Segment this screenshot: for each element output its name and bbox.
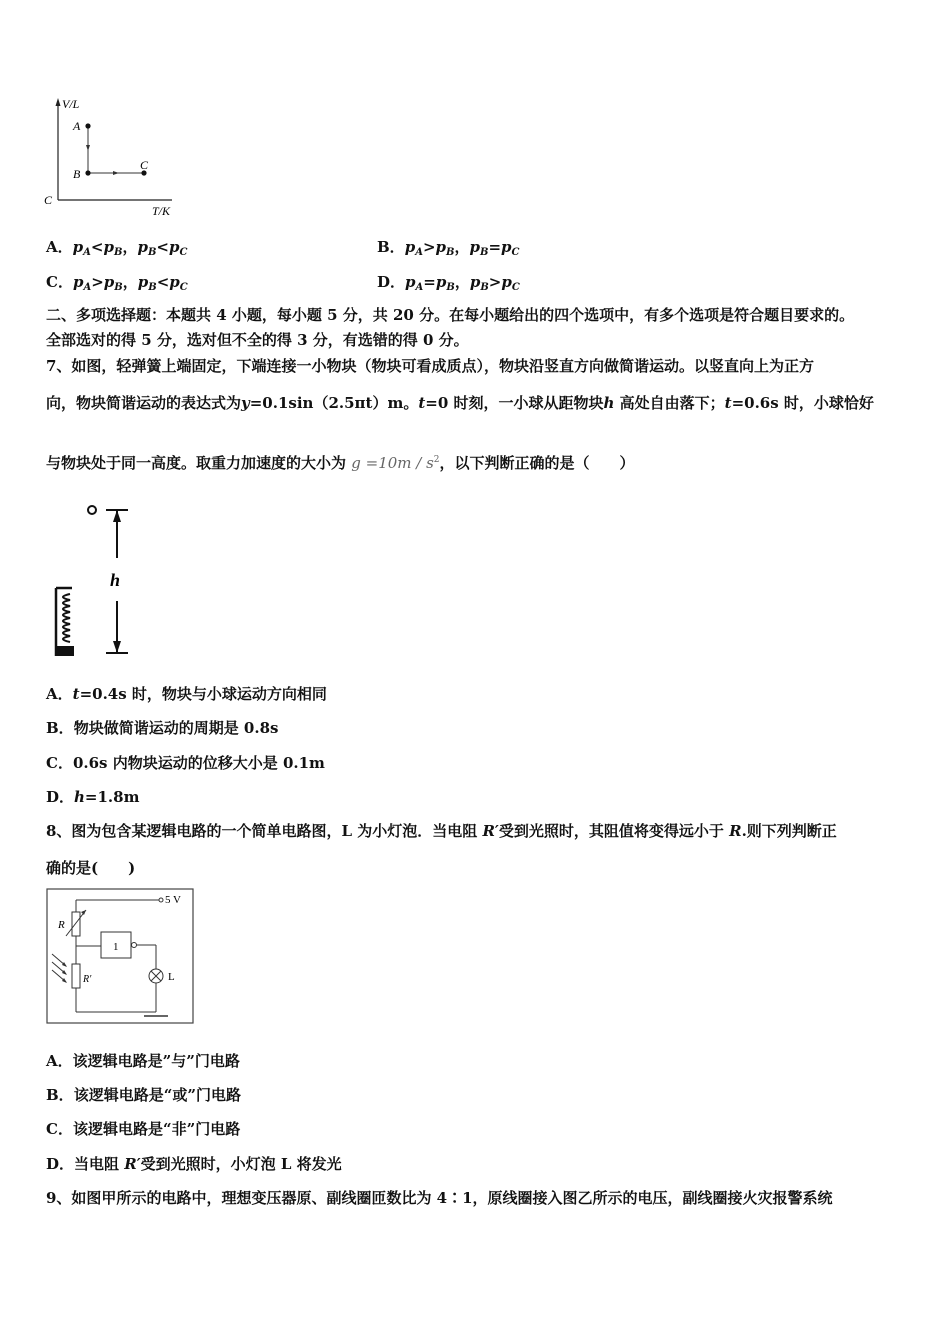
option-text: 受到光照时，小灯泡 L 将发光: [140, 1155, 342, 1173]
subscript: B: [147, 247, 157, 258]
subscript: C: [179, 282, 188, 293]
p-var: p: [168, 238, 180, 256]
q6-option-c[interactable]: [46, 271, 188, 293]
g-formula: [351, 454, 439, 472]
p-var: p: [469, 238, 480, 256]
option-text: =0.4s 时，物块与小球运动方向相同: [79, 685, 327, 703]
spring: [56, 588, 74, 656]
p-var: p: [435, 273, 447, 291]
subscript: A: [83, 282, 92, 293]
q6-option-b[interactable]: [377, 236, 520, 258]
light-arrows: [52, 954, 67, 983]
var-r: R: [729, 822, 742, 840]
origin-label: C: [44, 193, 53, 207]
option-letter: C．: [46, 273, 73, 291]
p-var: p: [137, 273, 149, 291]
r-prime-label: R′: [83, 974, 92, 985]
q7-line1: 7、如图，轻弹簧上端固定，下端连接一小物块（物块可看成质点），物块沿竖直方向做简谐运动。以竖直向上为正方: [46, 357, 814, 375]
point-b-label: B: [73, 167, 81, 181]
resistor-r: [72, 912, 80, 936]
subscript: B: [114, 282, 123, 293]
subscript: A: [83, 247, 91, 258]
p-var: p: [435, 238, 447, 256]
voltage-label: 5 V: [165, 894, 181, 906]
option-text: 当电阻: [74, 1155, 125, 1173]
resistor-r-prime: [72, 964, 80, 988]
q8-line2: 确的是( ): [46, 859, 136, 877]
point-a-label: A: [73, 119, 81, 133]
subscript: B: [148, 282, 157, 293]
relation: <: [156, 273, 170, 291]
relation: >: [422, 238, 436, 256]
relation: =: [423, 273, 436, 291]
q8-option-d[interactable]: [46, 1153, 342, 1174]
relation: >: [91, 273, 104, 291]
option-letter: B．: [377, 238, 405, 256]
option-letter: B．: [46, 719, 74, 737]
relation: <: [90, 238, 104, 256]
option-letter: D．: [46, 1155, 75, 1173]
x-axis-label: T/K: [152, 204, 171, 218]
option-letter: A．: [46, 1052, 73, 1070]
point-a-dot: [85, 123, 90, 128]
relation: <: [156, 238, 169, 256]
q7-line2: [46, 392, 874, 413]
option-letter: A．: [46, 238, 73, 256]
q7-option-a[interactable]: [46, 683, 327, 704]
q8-option-c[interactable]: [46, 1118, 240, 1139]
subscript: B: [480, 247, 489, 258]
var-t: t: [418, 394, 426, 412]
g-formula-text: g =10m / s: [351, 454, 434, 472]
p-var: p: [103, 273, 115, 291]
q7-text: ，以下判断正确的是（ ）: [439, 454, 635, 472]
option-text: 该逻辑电路是“非”门电路: [72, 1120, 241, 1138]
q8-line1: [46, 820, 837, 841]
option-text: =1.8m: [84, 788, 140, 806]
lamp-label: L: [168, 971, 175, 983]
var-r-prime: R′: [482, 822, 499, 840]
separator: ，: [122, 273, 138, 291]
q8-text: .则下列判断正: [741, 822, 837, 840]
p-var: p: [103, 238, 114, 256]
g-formula-sup: 2: [433, 455, 440, 465]
p-var: p: [72, 238, 84, 256]
p-var: p: [405, 273, 416, 291]
q7-option-c[interactable]: [46, 752, 325, 773]
subscript: B: [446, 247, 455, 258]
subscript: C: [511, 282, 520, 293]
p-var: p: [501, 238, 512, 256]
q7-option-b[interactable]: [46, 717, 278, 738]
subscript: A: [415, 282, 424, 293]
p-var: p: [169, 273, 180, 291]
subscript: B: [480, 282, 489, 293]
option-text: 物块做简谐运动的周期是 0.8s: [73, 719, 279, 737]
q7-text: 高处自由落下；: [614, 394, 725, 412]
option-letter: A．: [46, 685, 73, 703]
vt-graph: [40, 96, 190, 221]
ball: [88, 506, 96, 514]
separator: ，: [454, 273, 470, 291]
subscript: B: [446, 282, 455, 293]
separator: ，: [454, 238, 470, 256]
q8-option-b[interactable]: [46, 1084, 241, 1105]
var-t: t: [72, 685, 80, 703]
q8-text: 受到光照时，其阻值将变得远小于: [498, 822, 730, 840]
option-text: 该逻辑电路是”与”门电路: [72, 1052, 240, 1070]
point-b-dot: [85, 170, 90, 175]
subscript: C: [511, 247, 520, 258]
p-var: p: [72, 273, 84, 291]
subscript: B: [113, 247, 123, 258]
q6-option-d[interactable]: [377, 271, 520, 293]
var-h: h: [603, 394, 615, 412]
var-h: h: [74, 788, 85, 806]
subscript: C: [179, 247, 188, 258]
section2-line1: 二、多项选择题：本题共 4 小题，每小题 5 分，共 20 分。在每小题给出的四个选项中，有多个选项是符合题目要求的。: [46, 306, 855, 324]
q9-line1: 9、如图甲所示的电路中，理想变压器原、副线圈匝数比为 4∶1，原线圈接入图乙所示的电压，副线圈接火灾报警系统: [46, 1189, 833, 1207]
y-axis-label: V/L: [62, 97, 80, 111]
var-t: t: [724, 394, 732, 412]
option-letter: D．: [377, 273, 406, 291]
section2-line2: 全部选对的得 5 分，选对但不全的得 3 分，有选错的得 0 分。: [46, 331, 469, 349]
q8-option-a[interactable]: [46, 1050, 240, 1071]
spring-ball-figure: [44, 498, 144, 663]
relation: >: [488, 273, 502, 291]
p-var: p: [404, 238, 416, 256]
subscript: A: [415, 247, 423, 258]
var-y: y: [241, 394, 250, 412]
option-letter: D．: [46, 788, 75, 806]
h-label: h: [110, 570, 121, 590]
point-c-label: C: [140, 158, 149, 172]
gate-label: 1: [113, 941, 119, 953]
block: [56, 646, 74, 656]
q6-option-a[interactable]: [46, 236, 187, 258]
option-text: 0.6s 内物块运动的位移大小是 0.1m: [72, 754, 325, 772]
relation: =: [488, 238, 502, 256]
option-letter: C．: [46, 754, 73, 772]
q8-text: 8、图为包含某逻辑电路的一个简单电路图，L 为小灯泡．当电阻: [46, 822, 483, 840]
q7-text: =0 时刻，一小球从距物块: [425, 394, 604, 412]
q7-line3: [46, 452, 635, 473]
option-text: 该逻辑电路是“或”门电路: [73, 1086, 241, 1104]
var-r-prime: R′: [124, 1155, 141, 1173]
q7-text: =0.6s 时，小球恰好: [731, 394, 874, 412]
option-letter: C．: [46, 1120, 73, 1138]
logic-circuit-figure: [46, 888, 196, 1026]
q7-text: =0.1sin（2.5πt）m。: [249, 394, 419, 412]
q7-option-d[interactable]: [46, 786, 139, 807]
r-label: R: [58, 919, 65, 931]
q7-text: 向，物块简谐运动的表达式为: [46, 394, 242, 412]
q7-text: 与物块处于同一高度。取重力加速度的大小为: [46, 454, 347, 472]
option-letter: B．: [46, 1086, 74, 1104]
p-var: p: [469, 273, 481, 291]
p-var: p: [137, 238, 148, 256]
p-var: p: [501, 273, 512, 291]
terminal-5v: [159, 898, 163, 902]
separator: ，: [122, 238, 138, 256]
